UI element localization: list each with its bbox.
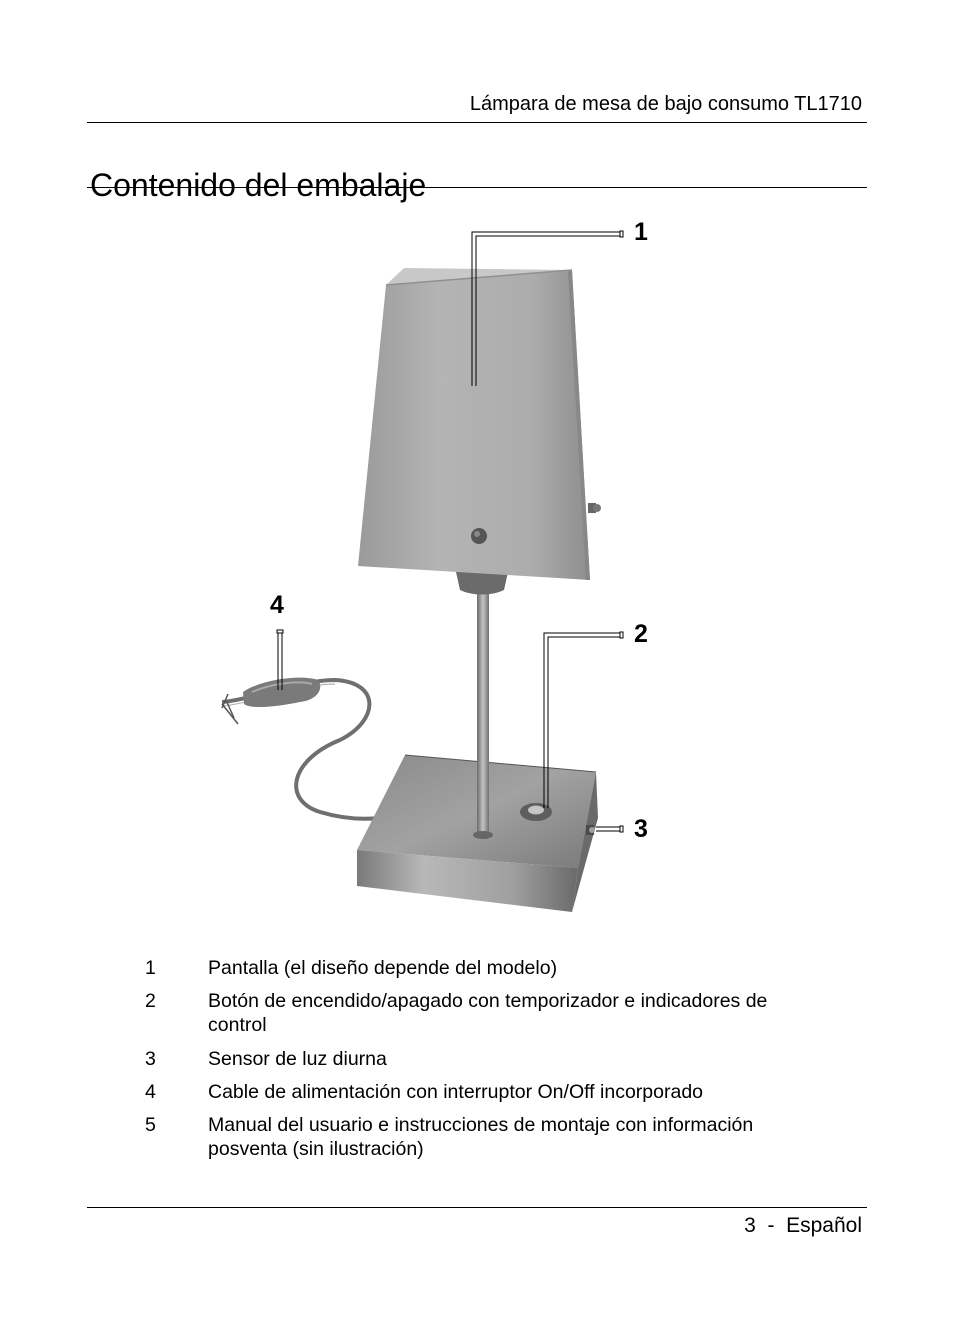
running-header: Lámpara de mesa de bajo consumo TL1710 bbox=[469, 93, 862, 115]
item-number: 4 bbox=[145, 1081, 156, 1103]
power-button-icon bbox=[520, 803, 552, 821]
page-footer bbox=[744, 1214, 862, 1238]
item-text: Botón de encendido/apagado con temporizador e indicadores de control bbox=[208, 990, 768, 1036]
callout-number: 4 bbox=[270, 591, 284, 619]
lamp-stem bbox=[477, 585, 489, 835]
callout-number: 1 bbox=[634, 218, 648, 246]
footer-language: Español bbox=[786, 1214, 862, 1237]
callout-number: 2 bbox=[634, 620, 648, 648]
item-text: Manual del usuario e instrucciones de montaje con información posventa (sin ilustración) bbox=[208, 1114, 754, 1160]
callout-number: 3 bbox=[634, 815, 648, 843]
page-number: 3 bbox=[744, 1214, 756, 1237]
light-sensor-icon bbox=[586, 825, 595, 835]
item-number: 5 bbox=[145, 1114, 156, 1136]
footer-separator: - bbox=[767, 1214, 775, 1237]
section-title: Contenido del embalaje bbox=[90, 167, 427, 204]
footer-rule bbox=[87, 1207, 867, 1208]
item-text: Pantalla (el diseño depende del modelo) bbox=[208, 957, 558, 979]
item-number: 2 bbox=[145, 990, 156, 1012]
item-text: Sensor de luz diurna bbox=[208, 1048, 387, 1070]
item-text: Cable de alimentación con interruptor On/Off incorporado bbox=[208, 1081, 704, 1103]
item-number: 3 bbox=[145, 1048, 156, 1070]
item-number: 1 bbox=[145, 957, 156, 979]
